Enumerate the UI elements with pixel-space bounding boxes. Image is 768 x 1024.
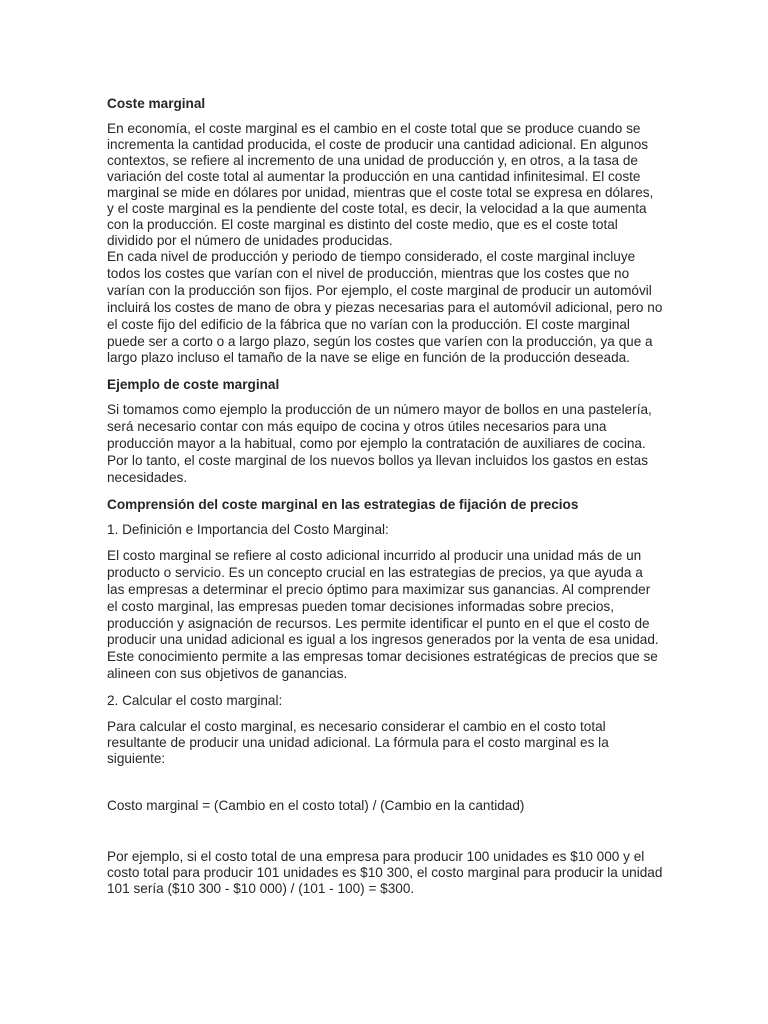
paragraph-calculate: Para calcular el costo marginal, es necesario considerar el cambio en el costo total resultante de producir una unidad adicional. La fórmula para el costo marginal es la siguiente: (107, 719, 609, 767)
paragraph-definition: En economía, el coste marginal es el cambio en el coste total que se produce cuando se incrementa la cantidad producida, el coste de producir una cantidad adicional. En algunos contextos, se refiere al incremento de una unidad de producción y, en otros, a la tasa de variación del coste total al aumentar la producción en una cantidad infinitesimal. El coste marginal se mide en dólares por unidad, mientras que el coste total se expresa en dólares, y el coste marginal es la pendiente del coste total, es decir, la velocidad a la que aumenta con la producción. El coste marginal es distinto del coste medio, que es el coste total dividido por el número de unidades producidas. (107, 121, 654, 248)
paragraph-numeric-example: Por ejemplo, si el costo total de una empresa para producir 100 unidades es $10 000 y el costo total para producir 101 unidades es $10 300, el costo marginal para producir la unidad 101 sería ($10 300 - $10 000) / (101 - 100) = $300. (107, 849, 663, 897)
paragraph-definition-importance: El costo marginal se refiere al costo adicional incurrido al producir una unidad más de un producto o servicio. Es un concepto crucial en las estrategias de precios, ya que ayuda a las empresas a determinar el precio óptimo para maximizar sus ganancias. Al comprender el costo marginal, las empresas pueden tomar decisiones informadas sobre precios, producción y asignación de recursos. Les permite identificar el punto en el que el costo de producir una unidad adicional es igual a los ingresos generados por la venta de esa unidad. Este conocimiento permite a las empresas tomar decisiones estratégicas de precios que se alineen con sus objetivos de ganancias. (107, 547, 659, 682)
paragraph-production-levels: En cada nivel de producción y periodo de tiempo considerado, el coste marginal incluye todos los costes que varían con el nivel de producción, mientras que los costes que no varían con la producción son fijos. Por ejemplo, el coste marginal de producir un automóvil incluirá los costes de mano de obra y piezas necesarias para el automóvil adicional, pero no el coste fijo del edificio de la fábrica que no varían con la producción. El coste marginal puede ser a corto o a largo plazo, según los costes que varíen con la producción, ya que a largo plazo incluso el tamaño de la nave se elige en función de la producción deseada. (107, 249, 663, 366)
section-title-pricing-strategies: Comprensión del coste marginal en las estrategias de fijación de precios (107, 496, 579, 512)
section-title-example: Ejemplo de coste marginal (107, 377, 280, 393)
section-title-coste-marginal: Coste marginal (107, 96, 206, 111)
formula-text: Costo marginal = (Cambio en el costo total) / (Cambio en la cantidad) (107, 798, 525, 814)
document-page (107, 96, 663, 897)
item-title-calculate: 2. Calcular el costo marginal: (107, 693, 283, 709)
paragraph-bakery-example: Si tomamos como ejemplo la producción de un número mayor de bollos en una pastelería, será necesario contar con más equipo de cocina y otros útiles necesarios para una producción mayor a la habitual, como por ejemplo la contratación de auxiliares de cocina. Por lo tanto, el coste marginal de los nuevos bollos ya llevan incluidos los gastos en estas necesidades. (107, 402, 652, 485)
item-title-definition: 1. Definición e Importancia del Costo Marginal: (107, 521, 389, 537)
